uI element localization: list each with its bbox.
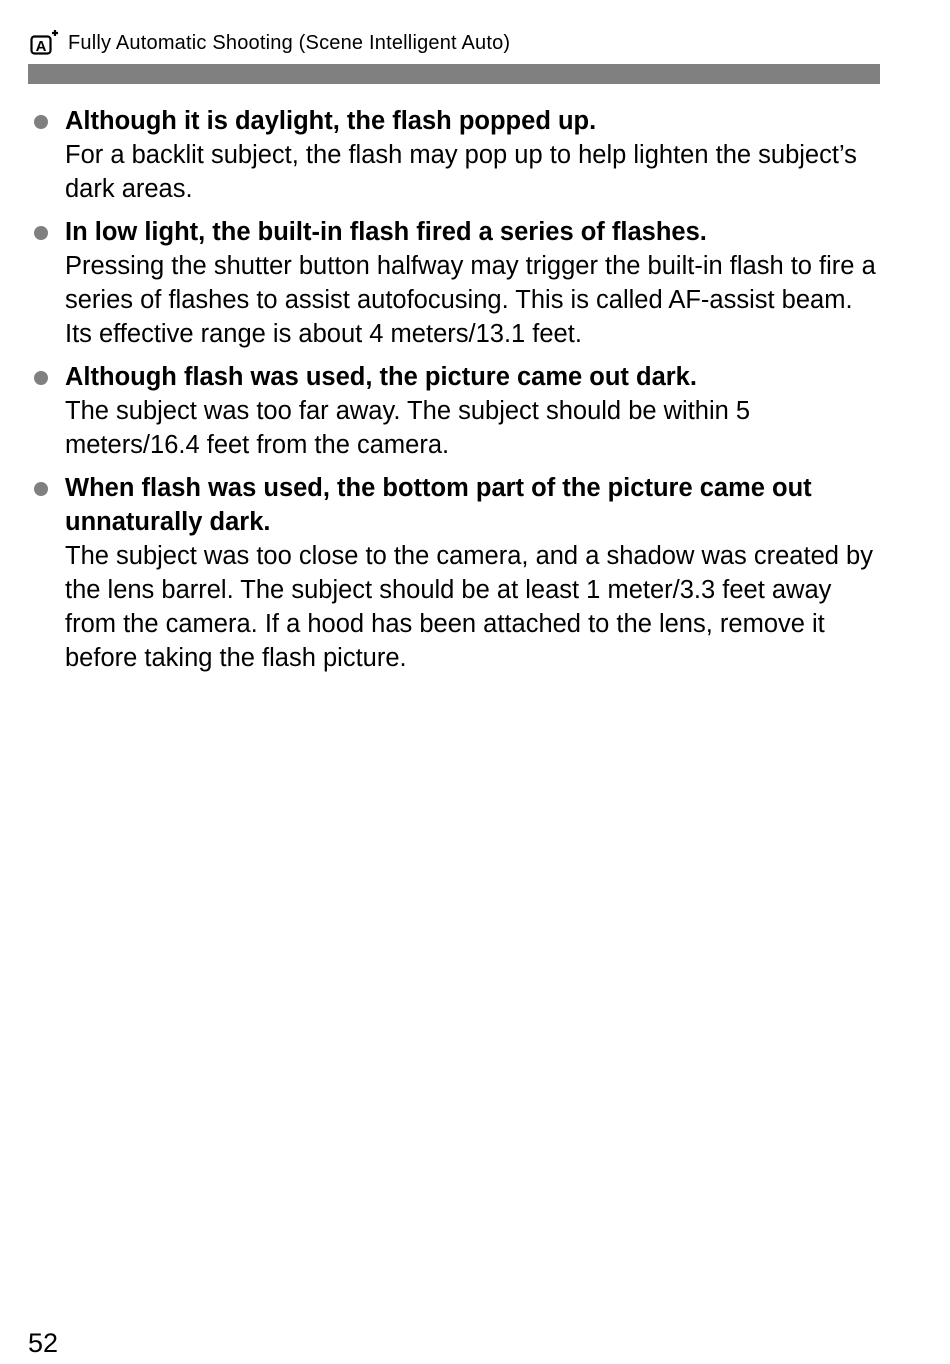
bullet-icon — [34, 482, 48, 496]
svg-text:A: A — [35, 38, 47, 55]
list-item — [28, 471, 880, 675]
item-description: The subject was too far away. The subject should be within 5 meters/16.4 feet from the camera. — [65, 397, 751, 459]
item-heading: In low light, the built-in flash fired a series of flashes. — [65, 218, 707, 246]
item-heading: Although flash was used, the picture came out dark. — [65, 363, 697, 391]
scene-intelligent-auto-icon — [30, 30, 60, 56]
item-heading: Although it is daylight, the flash popped up. — [65, 107, 597, 135]
bullet-icon — [34, 226, 48, 240]
header-bar — [28, 64, 880, 84]
troubleshooting-list — [28, 104, 880, 684]
item-description: The subject was too close to the camera, and a shadow was created by the lens barrel. The subject should be at least 1 meter/3.3 feet away from the camera. If a hood has been attached to the lens, remove it before taking the flash picture. — [65, 542, 873, 672]
header-title: Fully Automatic Shooting (Scene Intelligent Auto) — [68, 32, 511, 54]
item-description: Pressing the shutter button halfway may trigger the built-in flash to fire a series of flashes to assist autofocusing. This is called AF-assist beam. Its effective range is about 4 meters/13.1 feet. — [65, 252, 876, 348]
page-number: 52 — [28, 1328, 59, 1358]
list-item — [28, 215, 880, 351]
bullet-icon — [34, 115, 48, 129]
list-item — [28, 360, 880, 462]
item-description: For a backlit subject, the flash may pop up to help lighten the subject’s dark areas. — [65, 141, 857, 203]
page-header — [30, 29, 510, 57]
item-heading: When flash was used, the bottom part of the picture came out unnaturally dark. — [65, 474, 812, 536]
bullet-icon — [34, 371, 48, 385]
list-item — [28, 104, 880, 206]
